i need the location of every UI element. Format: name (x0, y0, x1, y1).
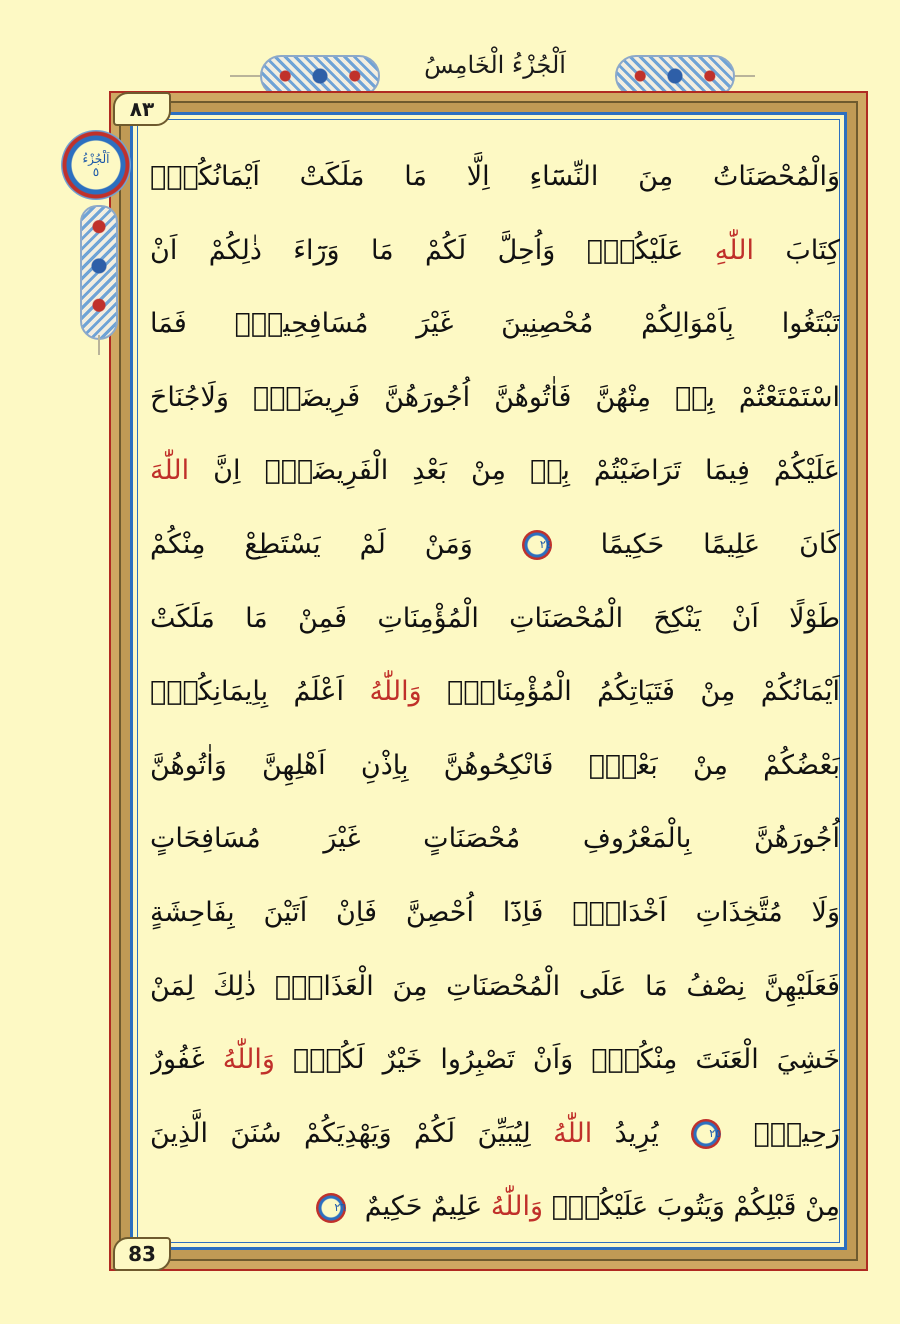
juz-marker-label: اَلْجُزْءُ (82, 151, 110, 166)
quran-text-body (150, 140, 840, 1244)
verse-text: غَفُورٌ (150, 1044, 223, 1076)
text-line (150, 140, 840, 214)
verse-text: عَلَيْكُمْۚ وَاُحِلَّ لَكُمْ مَا وَرَٓاءَ ذٰلِكُمْ اَنْ (150, 234, 715, 266)
juz-marker-number: ٥ (92, 164, 100, 179)
header-rule-left (230, 75, 260, 77)
verse-text: خَشِيَ الْعَنَتَ مِنْكُمْۜ وَاَنْ تَصْبِرُوا خَيْرٌ لَكُمْۜ (274, 1044, 840, 1076)
juz-title: اَلْجُزْءُ الْخَامِسُ (424, 51, 566, 79)
verse-text: اُجُورَهُنَّ بِالْمَعْرُوفِ مُحْصَنَاتٍ غَيْرَ مُسَافِحَاتٍ (150, 823, 840, 855)
page-number-arabic: ٨٣ (113, 92, 171, 126)
text-line (150, 287, 840, 361)
divine-name: وَاللّٰهُ (490, 1191, 543, 1223)
verse-text: لِيُبَيِّنَ لَكُمْ وَيَهْدِيَكُمْ سُنَنَ الَّذِينَ (150, 1117, 554, 1149)
text-line (150, 508, 840, 582)
verse-text: طَوْلًا اَنْ يَنْكِحَ الْمُحْصَنَاتِ الْمُؤْمِنَاتِ فَمِنْ مَا مَلَكَتْ (150, 602, 840, 634)
ayah-number-marker: ٢٥ (691, 1119, 721, 1149)
text-line (150, 434, 840, 508)
text-line (150, 582, 840, 656)
divine-name: وَاللّٰهُ (369, 676, 422, 708)
verse-text: تَبْتَغُوا بِاَمْوَالِكُمْ مُحْصِنِينَ غَيْرَ مُسَافِحِينَۜ فَمَا (150, 308, 840, 340)
text-line (150, 876, 840, 950)
header-rule-right (735, 75, 755, 77)
verse-text: يُرِيدُ (592, 1117, 682, 1149)
verse-text: بَعْضُكُمْ مِنْ بَعْضٍۚ فَانْكِحُوهُنَّ بِاِذْنِ اَهْلِهِنَّ وَاٰتُوهُنَّ (150, 749, 840, 781)
juz-marker-stem (98, 335, 100, 355)
ayah-number-marker: ٢٦ (316, 1193, 346, 1223)
divine-name: اللّٰهُ (553, 1117, 593, 1149)
text-line (150, 1023, 840, 1097)
verse-text: كِتَابَ (753, 234, 840, 266)
divine-name: اللّٰهِ (714, 234, 754, 266)
verse-text: فَعَلَيْهِنَّ نِصْفُ مَا عَلَى الْمُحْصَنَاتِ مِنَ الْعَذَابِۜ ذٰلِكَ لِمَنْ (150, 970, 840, 1002)
divine-name: وَاللّٰهُ (222, 1044, 275, 1076)
verse-text: وَالْمُحْصَنَاتُ مِنَ النِّسَٓاءِ اِلَّا مَا مَلَكَتْ اَيْمَانُكُمْۚ (150, 161, 840, 192)
verse-text: وَلَا مُتَّخِذَاتِ اَخْدَانٍۚ فَاِذَٓا اُحْصِنَّ فَاِنْ اَتَيْنَ بِفَاحِشَةٍ (150, 896, 840, 928)
text-line (150, 802, 840, 876)
page-number-latin: 83 (113, 1237, 171, 1271)
verse-text: مِنْ قَبْلِكُمْ وَيَتُوبَ عَلَيْكُمْۜ (543, 1191, 840, 1223)
juz-marker-badge (61, 130, 131, 200)
verse-text: عَلِيمٌ حَكِيمٌ (356, 1191, 491, 1223)
ayah-number-marker: ٢٤ (522, 530, 552, 560)
verse-text: اسْتَمْتَعْتُمْ بِهٖ مِنْهُنَّ فَاٰتُوهُنَّ اُجُورَهُنَّ فَرِيضَةًۜ وَلَاجُنَاحَ (150, 381, 840, 413)
text-line (150, 729, 840, 803)
text-line (150, 655, 840, 729)
verse-text: اَيْمَانُكُمْ مِنْ فَتَيَاتِكُمُ الْمُؤْمِنَاتِۜ (421, 676, 840, 708)
verse-text: وَمَنْ لَمْ يَسْتَطِعْ مِنْكُمْ (150, 528, 512, 560)
text-line (150, 214, 840, 288)
verse-text: اَعْلَمُ بِاِيمَانِكُمْۜ (150, 676, 370, 708)
text-line (150, 1097, 840, 1171)
text-line (150, 1170, 840, 1244)
text-line (150, 361, 840, 435)
text-line (150, 950, 840, 1024)
verse-text: رَحِيمٌ۟ (731, 1117, 840, 1149)
divine-name: اللّٰهَ (150, 455, 190, 487)
juz-marker-ornament (80, 205, 118, 340)
verse-text: عَلَيْكُمْ فِيمَا تَرَاضَيْتُمْ بِهٖ مِنْ بَعْدِ الْفَرِيضَةِۜ اِنَّ (189, 455, 840, 487)
verse-text: كَانَ عَلِيمًا حَكِيمًا (561, 528, 840, 560)
